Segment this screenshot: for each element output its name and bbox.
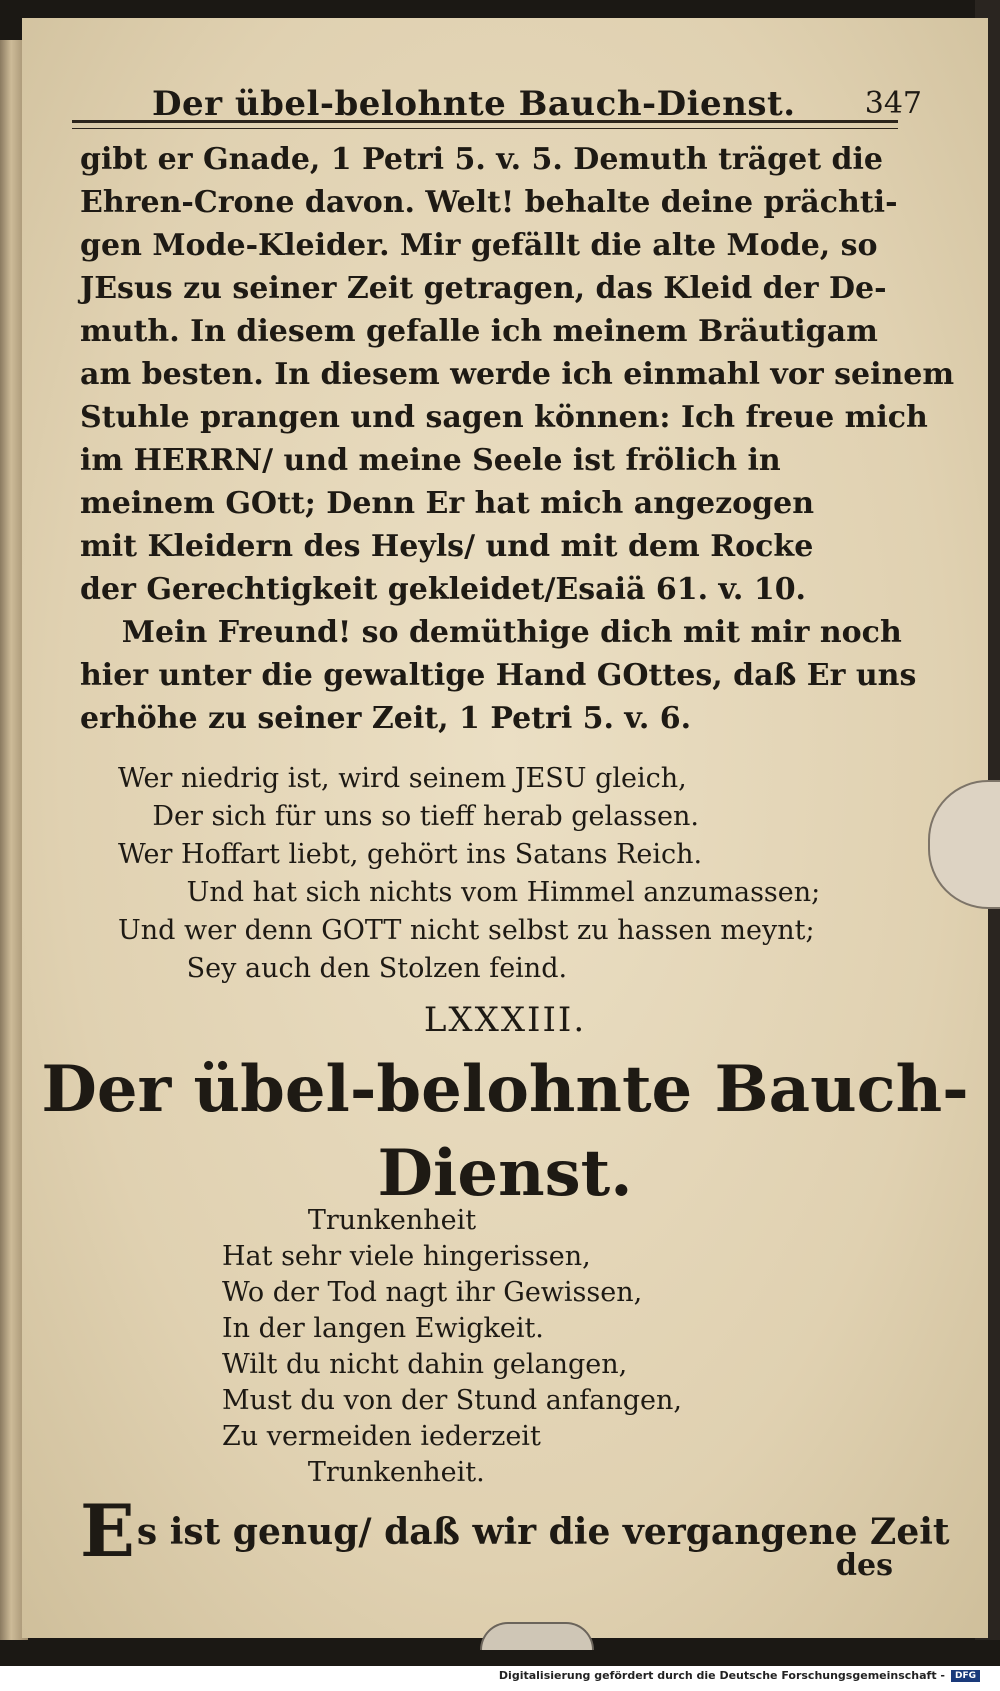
- body-line: gibt er Gnade, 1 Petri 5. v. 5. Demuth träget die: [80, 142, 883, 177]
- final-line-text: s ist genug/ daß wir die vergangene Zeit: [136, 1511, 950, 1553]
- poem-line: Hat sehr viele hingerissen,: [222, 1241, 591, 1272]
- footer: [499, 1669, 980, 1682]
- body-line: Mein Freund! so demüthige dich mit mir noch: [80, 615, 902, 650]
- dfg-logo: DFG: [951, 1670, 980, 1682]
- body-line: muth. In diesem gefalle ich meinem Bräutigam: [80, 314, 878, 349]
- body-line: am besten. In diesem werde ich einmahl vor seinem: [80, 357, 955, 392]
- body-line: meinem GOtt; Denn Er hat mich angezogen: [80, 486, 815, 521]
- verse-line: Der sich für uns so tieff herab gelassen.: [118, 801, 699, 832]
- final-line: [80, 1488, 950, 1573]
- drop-initial: E: [80, 1488, 135, 1573]
- poem-line: Trunkenheit.: [222, 1457, 485, 1488]
- section-numeral: LXXXIII.: [423, 1000, 587, 1040]
- body-line: gen Mode-Kleider. Mir gefällt die alte Mode, so: [80, 228, 878, 263]
- page-number: 347: [864, 86, 922, 121]
- verse-line: Wer niedrig ist, wird seinem JESU gleich,: [118, 763, 687, 794]
- verse-line: Wer Hoffart liebt, gehört ins Satans Reich.: [118, 839, 703, 870]
- poem-block: [222, 1203, 862, 1491]
- verse-line: Sey auch den Stolzen feind.: [118, 953, 568, 984]
- body-line: im HERRN/ und meine Seele ist frölich in: [80, 443, 781, 478]
- verse-block: [118, 760, 918, 988]
- running-title: Der übel-belohnte Bauch-Dienst.: [152, 84, 796, 124]
- body-line: erhöhe zu seiner Zeit, 1 Petri 5. v. 6.: [80, 701, 692, 736]
- footer-credit: Digitalisierung gefördert durch die Deutsche Forschungsgemeinschaft -: [498, 1669, 945, 1682]
- page-clip-bottom: [480, 1622, 594, 1650]
- section-title: [22, 1048, 988, 1216]
- verse-line: Und hat sich nichts vom Himmel anzumassen;: [118, 877, 821, 908]
- catchword: des: [836, 1548, 893, 1583]
- verse-line: Und wer denn GOTT nicht selbst zu hassen meynt;: [118, 915, 815, 946]
- body-line: hier unter die gewaltige Hand GOttes, daß Er uns: [80, 658, 917, 693]
- body-line: JEsus zu seiner Zeit getragen, das Kleid der De-: [80, 271, 887, 306]
- book-page: [22, 18, 988, 1638]
- body-line: Ehren-Crone davon. Welt! behalte deine prächti-: [80, 185, 898, 220]
- poem-line: Trunkenheit: [222, 1205, 477, 1236]
- body-line: Stuhle prangen und sagen können: Ich freue mich: [80, 400, 928, 435]
- body-line: der Gerechtigkeit gekleidet/Esaiä 61. v. 10.: [80, 572, 807, 607]
- poem-line: In der langen Ewigkeit.: [222, 1313, 544, 1344]
- poem-line: Wilt du nicht dahin gelangen,: [222, 1349, 628, 1380]
- section-title-line: Der übel-belohnte Bauch-: [41, 1052, 969, 1127]
- poem-line: Must du von der Stund anfangen,: [222, 1385, 683, 1416]
- body-line: mit Kleidern des Heyls/ und mit dem Rocke: [80, 529, 814, 564]
- section-title-line: Dienst.: [377, 1136, 633, 1211]
- header-rule: [72, 120, 898, 129]
- poem-line: Wo der Tod nagt ihr Gewissen,: [222, 1277, 643, 1308]
- poem-line: Zu vermeiden iederzeit: [222, 1421, 541, 1452]
- body-text: [80, 138, 955, 740]
